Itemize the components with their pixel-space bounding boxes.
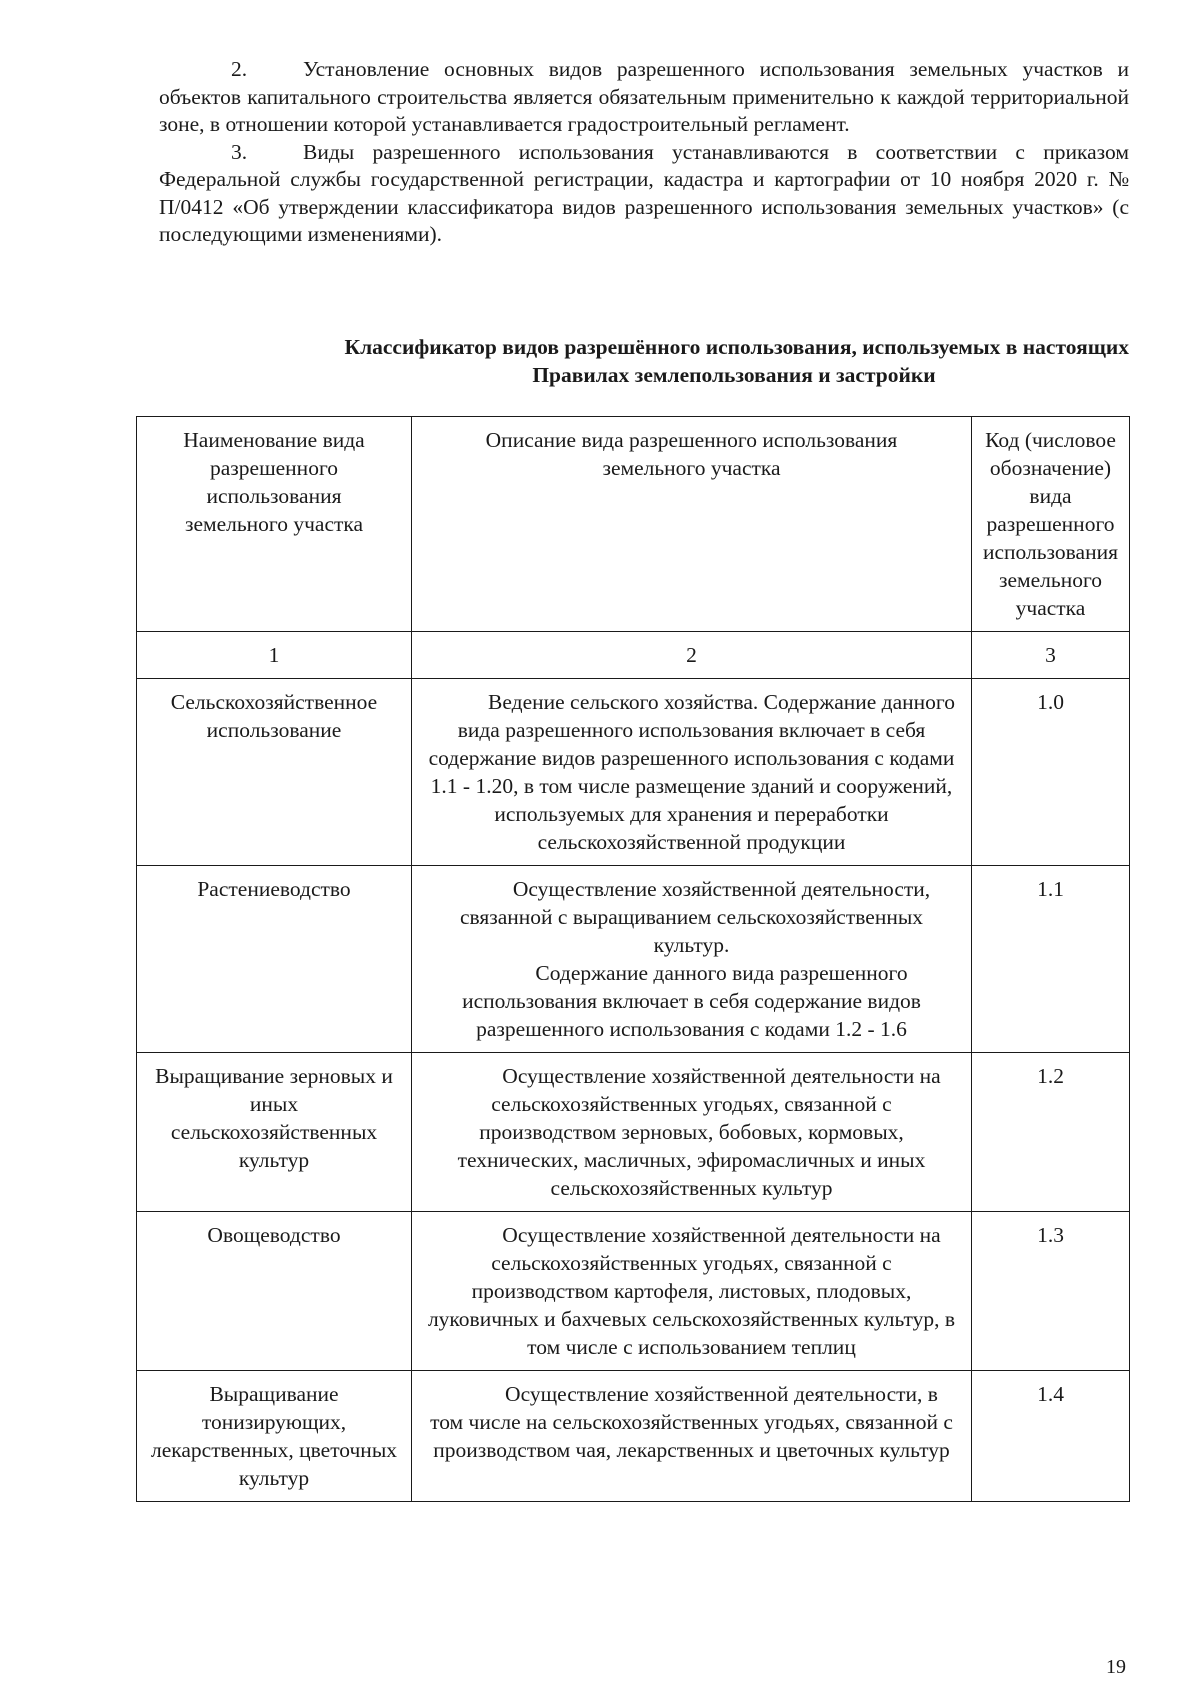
use-description [412, 866, 972, 1053]
intro-text [159, 56, 1129, 249]
paragraph-number: 2. [231, 57, 248, 81]
paragraph-2 [159, 56, 1129, 139]
table-header-row [137, 417, 1130, 632]
table-row [137, 866, 1130, 1053]
use-description [412, 1212, 972, 1371]
use-code: 1.4 [972, 1371, 1130, 1502]
description-paragraph: Ведение сельского хозяйства. Содержание данного вида разрешенного использования включает в себя содержание видов разрешенного использования с кодами 1.1 - 1.20, в том числе размещение зданий и сооружений, используемых для хранения и переработки сельскохозяйственной продукции [428, 690, 955, 854]
caption-line-2: Правилах землепользования и застройки [532, 362, 936, 387]
table-row [137, 1212, 1130, 1371]
use-description [412, 1371, 972, 1502]
use-code: 1.2 [972, 1053, 1130, 1212]
paragraph-text: Виды разрешенного использования устанавливаются в соответствии с приказом Федеральной службы государственной регистрации, кадастра и картографии от 10 ноября 2020 г. № П/0412 «Об утверждении классификатора видов разрешенного использования земельных участков» (с последующими изменениями). [159, 139, 1129, 246]
paragraph-number: 3. [231, 139, 248, 164]
use-code: 1.3 [972, 1212, 1130, 1371]
use-name: Выращивание тонизирующих, лекарственных, цветочных культур [137, 1371, 412, 1502]
use-name: Выращивание зерновых и иных сельскохозяйственных культур [137, 1053, 412, 1212]
description-paragraph: Осуществление хозяйственной деятельности на сельскохозяйственных угодьях, связанной с производством картофеля, листовых, плодовых, луковичных и бахчевых сельскохозяйственных культур, в том числе с использованием теплиц [427, 1223, 956, 1359]
use-code: 1.1 [972, 866, 1130, 1053]
column-number: 3 [972, 632, 1130, 679]
use-description [412, 679, 972, 866]
page-number: 19 [1106, 1656, 1126, 1678]
table-number-row [137, 632, 1130, 679]
description-paragraph: Осуществление хозяйственной деятельности, связанной с выращиванием сельскохозяйственных культур. [459, 877, 931, 957]
table-caption [159, 334, 1129, 389]
description-paragraph: Содержание данного вида разрешенного использования включает в себя содержание видов разрешенного использования с кодами 1.2 - 1.6 [462, 961, 921, 1041]
header-name: Наименование вида разрешенного использования земельного участка [137, 417, 412, 632]
table-row [137, 679, 1130, 866]
use-name: Сельскохозяйственное использование [137, 679, 412, 866]
column-number: 1 [137, 632, 412, 679]
classifier-table [136, 416, 1130, 1502]
caption-line-1: Классификатор видов разрешённого использования, используемых в настоящих [344, 335, 1129, 359]
description-paragraph: Осуществление хозяйственной деятельности на сельскохозяйственных угодьях, связанной с производством зерновых, бобовых, кормовых, технических, масличных, эфиромасличных и иных сельскохозяйственных культур [457, 1064, 941, 1200]
paragraph-3 [159, 139, 1129, 249]
description-paragraph: Осуществление хозяйственной деятельности, в том числе на сельскохозяйственных угодьях, связанной с производством чая, лекарственных и цветочных культур [430, 1382, 953, 1462]
header-description: Описание вида разрешенного использования земельного участка [412, 417, 972, 632]
use-name: Овощеводство [137, 1212, 412, 1371]
use-name: Растениеводство [137, 866, 412, 1053]
use-code: 1.0 [972, 679, 1130, 866]
table-row [137, 1371, 1130, 1502]
column-number: 2 [412, 632, 972, 679]
header-code: Код (числовое обозначение) вида разрешенного использования земельного участка [972, 417, 1130, 632]
use-description [412, 1053, 972, 1212]
table-row [137, 1053, 1130, 1212]
paragraph-text: Установление основных видов разрешенного использования земельных участков и объектов капитального строительства является обязательным применительно к каждой территориальной зоне, в отношении которой устанавливается градостроительный регламент. [159, 57, 1129, 136]
